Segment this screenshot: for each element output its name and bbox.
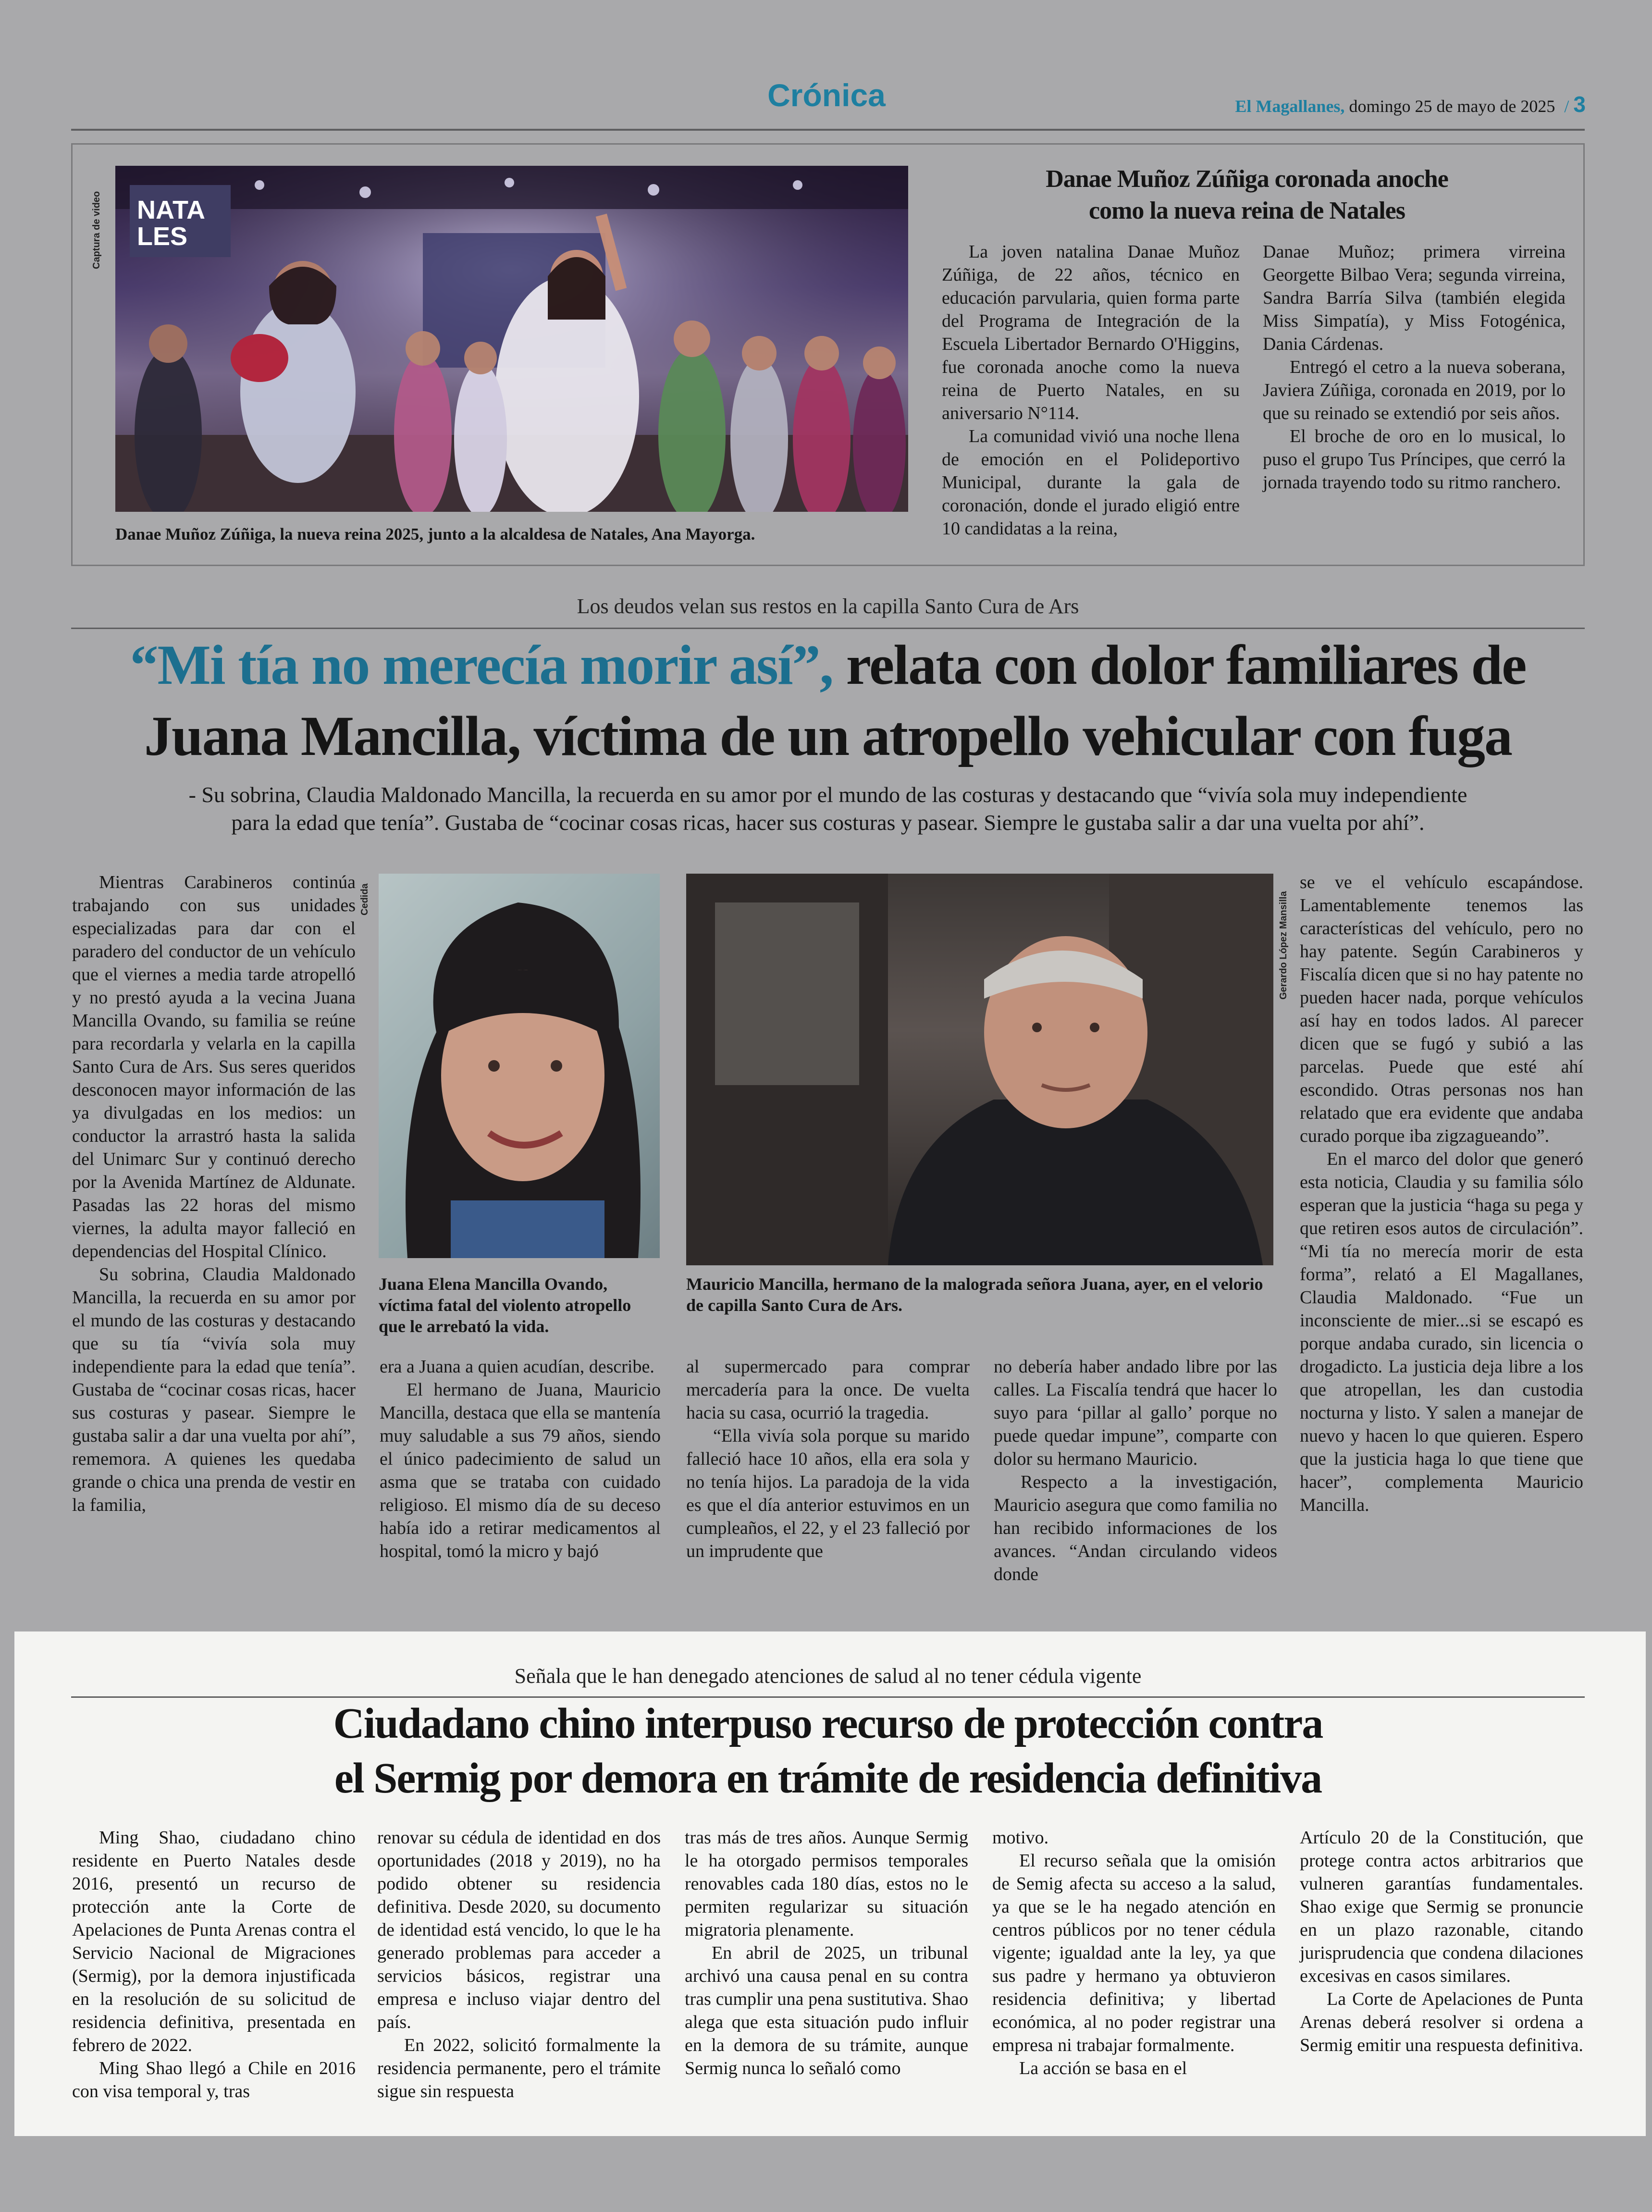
story2-col2-paragraph: El hermano de Juana, Mauricio Mancilla, destaca que ella se mantenía muy saludable a sus 79 años, siendo el único padecimiento de salud un asma que se trataba con cuidado religioso. El mismo día de su deceso había ido a retirar medicamentos al hospital, tomó la micro y bajó — [380, 1380, 661, 1561]
story2-col3-paragraph: “Ella vivía sola porque su marido falleció hace 10 años, ella era sola y no tenía hijos. La paradoja de la vida es que el día anterior estuvimos en un cumpleaños, el 22, y el 23 falleció por un imprudente que — [686, 1426, 970, 1561]
dateline-separator: / — [1564, 97, 1569, 116]
svg-text:LES: LES — [137, 222, 188, 251]
story3-column-3 — [685, 1826, 968, 2080]
story1-col2-paragraph: Entregó el cetro a la nueva soberana, Javiera Zúñiga, coronada en 2019, por lo que su reinado se extendió por seis años. — [1263, 357, 1566, 423]
story2-headline-rest: relata con dolor familiares de — [833, 633, 1526, 696]
story2-lead-line1: - Su sobrina, Claudia Maldonado Mancilla, la recuerda en su amor por el mundo de las costuras y destacando que “vivía sola muy independiente — [188, 782, 1467, 807]
story3-col1-paragraph: Ming Shao llegó a Chile en 2016 con visa temporal y, tras — [72, 2058, 356, 2101]
story2-column-4 — [994, 1355, 1277, 1586]
story3-headline-line2: el Sermig por demora en trámite de residencia definitiva — [334, 1755, 1322, 1802]
story2-column-2 — [380, 1355, 661, 1563]
story1-col1-paragraph: La comunidad vivió una noche llena de emoción en el Polideportivo Municipal, durante la gala de coronación, donde el jurado eligió entre 10 candidatas a la reina, — [942, 426, 1240, 539]
photo2-credit: Gerardo López Mansilla — [1278, 891, 1289, 1000]
story2-col3-paragraph: al supermercado para comprar mercadería para la once. De vuelta hacia su casa, ocurrió la tragedia. — [686, 1357, 970, 1423]
story1-photo-credit: Captura de video — [91, 191, 102, 269]
coronation-illustration — [115, 166, 908, 512]
story3-col4-paragraph: motivo. — [992, 1828, 1049, 1848]
page-number: 3 — [1573, 92, 1586, 117]
photo1-credit: Cedida — [359, 883, 370, 915]
queen-coronation-photo — [115, 166, 908, 512]
photo2-caption: Mauricio Mancilla, hermano de la malograda señora Juana, ayer, en el velorio de capilla Santo Cura de Ars. — [686, 1274, 1263, 1315]
story2-col1-paragraph: Su sobrina, Claudia Maldonado Mancilla, la recuerda en su amor por el mundo de las costuras y destacando que su tía “vivía sola muy independiente para la edad que tenía”. Gustaba de “cocinar cosas ricas, hacer sus costuras y pasear. Siempre le gustaba salir a dar una vuelta por ahí”, rememora. A quienes les quedaba grande o chica una prenda de vestir en la familia, — [72, 1264, 356, 1515]
story3-column-4 — [992, 1826, 1276, 2080]
story2-col5-paragraph: En el marco del dolor que generó esta noticia, Claudia y su familia sólo esperan que la justicia “haga su pega y que retiren esos autos de circulación”. “Mi tía no merecía morir de esta forma”, relató a El Magallanes, Claudia Maldonado. “Fue un inconsciente de mier...si se escapó es porque andaba curado, sin licencia o drogadicto. La justicia deja libre a los que atropellan, les dan custodia nocturna y listo. Y salen a manejar de nuevo y hacen lo que quieren. Espero que la justicia haga lo que tiene que hacer”, complementa Mauricio Mancilla. — [1300, 1149, 1583, 1515]
story2-headline-line2: Juana Mancilla, víctima de un atropello vehicular con fuga — [144, 704, 1512, 767]
paper-name: El Magallanes, — [1235, 97, 1345, 116]
story1-col2-paragraph: Danae Muñoz; primera virreina Georgette Bilbao Vera; segunda virreina, Sandra Barría Silva (también elegida Miss Simpatía), y Miss Fotogénica, Dania Cárdenas. — [1263, 242, 1566, 354]
masthead-rule — [71, 129, 1585, 131]
svg-text:NATA: NATA — [137, 196, 205, 224]
juana-mancilla-portrait — [379, 874, 660, 1258]
story1-photo-caption: Danae Muñoz Zúñiga, la nueva reina 2025, junto a la alcaldesa de Natales, Ana Mayorga. — [115, 525, 755, 544]
story2-col5-paragraph: se ve el vehículo escapándose. Lamentablemente tenemos las características del vehículo, pero no hay patente. Según Carabineros y Fiscalía dicen que si no hay patente no pueden hacer nada, porque vehículos así hay en todos lados. Al parecer dicen que se fugó y subió a las parcelas. Puede que esté ahí escondido. Otras personas nos han relatado que era evidente que andaba curado porque iba zigzagueando”. — [1300, 872, 1583, 1146]
story2-col2-paragraph: era a Juana a quien acudían, describe. — [380, 1357, 654, 1377]
story1-column-1 — [942, 240, 1240, 540]
story2-headline-line1 — [71, 630, 1585, 701]
story3-col5-paragraph: La Corte de Apelaciones de Punta Arenas deberá resolver si ordena a Sermig emitir una respuesta definitiva. — [1300, 1989, 1583, 2055]
story1-col2-paragraph: El broche de oro en lo musical, lo puso el grupo Tus Príncipes, que cerró la jornada trayendo todo su ritmo ranchero. — [1263, 426, 1566, 493]
story2-col4-paragraph: Respecto a la investigación, Mauricio asegura que como familia no han recibido informaciones de los avances. “Andan circulando videos donde — [994, 1472, 1277, 1584]
story2-column-1 — [72, 871, 356, 1517]
story1-title — [927, 163, 1566, 227]
story3-column-1 — [72, 1826, 356, 2103]
story1-title-line2: como la nueva reina de Natales — [1089, 197, 1405, 224]
story3-col2-paragraph: En 2022, solicitó formalmente la residencia permanente, pero el trámite sigue sin respuesta — [377, 2035, 661, 2101]
story3-col3-paragraph: En abril de 2025, un tribunal archivó una causa penal en su contra tras cumplir una pena sustitutiva. Shao alega que esta situación pudo influir en la demora de su trámite, aunque Sermig nunca lo señaló como — [685, 1943, 968, 2078]
story1-col1-paragraph: La joven natalina Danae Muñoz Zúñiga, de 22 años, técnico en educación parvularia, quien forma parte del Programa de Integración de la Escuela Libertador Bernardo O'Higgins, fue coronada anoche como la nueva reina de Puerto Natales, en su aniversario N°114. — [942, 242, 1240, 423]
story3-headline-line1: Ciudadano chino interpuso recurso de protección contra — [333, 1700, 1323, 1747]
story3-kicker: Señala que le han denegado atenciones de salud al no tener cédula vigente — [514, 1664, 1142, 1688]
story2-lead — [71, 781, 1585, 837]
portrait-illustration — [379, 874, 660, 1258]
story2-col1-paragraph: Mientras Carabineros continúa trabajando con sus unidades especializadas para dar con el paradero del conductor de un vehículo que el viernes a media tarde atropelló y no prestó ayuda a la vecina Juana Mancilla Ovando, su familia se reúne para recordarla y velarla en la capilla Santo Cura de Ars. Sus seres queridos desconocen mayor información de las ya divulgadas en los medios: un conductor la arrastró hasta la salida del Unimarc Sur y continuó derecho por la Avenida Martínez de Aldunate. Pasadas las 22 horas del mismo viernes, la adulta mayor falleció en dependencias del Hospital Clínico. — [72, 872, 356, 1261]
story2-col4-paragraph: no debería haber andado libre por las calles. La Fiscalía tendrá que hacer lo suyo para ‘pillar al gallo’ porque no puede quedar impune”, comparte con dolor su hermano Mauricio. — [994, 1357, 1277, 1469]
issue-date: domingo 25 de mayo de 2025 — [1344, 97, 1555, 116]
story3-col5-paragraph: Artículo 20 de la Constitución, que protege contra actos arbitrarios que vulneren garantías fundamentales. Shao exige que Sermig se pronuncie en un plazo razonable, citando jurisprudencia que condena dilaciones excesivas en casos similares. — [1300, 1828, 1583, 1986]
story2-column-5 — [1300, 871, 1583, 1517]
story3-column-2 — [377, 1826, 661, 2103]
story3-col4-paragraph: La acción se basa en el — [1019, 2058, 1187, 2078]
story3-col2-paragraph: renovar su cédula de identidad en dos oportunidades (2018 y 2019), no ha podido obtener su residencia definitiva. Desde 2020, su documento de identidad está vencido, lo que le ha generado problemas para acceder a servicios básicos, registrar una empresa e incluso viajar dentro del país. — [377, 1828, 661, 2032]
story2-headline — [71, 630, 1585, 772]
story3-col1-paragraph: Ming Shao, ciudadano chino residente en Puerto Natales desde 2016, presentó un recurso de protección ante la Corte de Apelaciones de Punta Arenas contra el Servicio Nacional de Migraciones (Sermig), por la demora injustificada en la resolución de su solicitud de residencia definitiva, presentada en febrero de 2022. — [72, 1828, 356, 2055]
story2-kicker: Los deudos velan sus restos en la capilla Santo Cura de Ars — [577, 594, 1079, 618]
page-dateline — [1182, 91, 1586, 117]
story2-lead-line2: para la edad que tenía”. Gustaba de “cocinar cosas ricas, hacer sus costuras y pasear. Siempre le gustaba salir a dar una vuelta por ahí”. — [231, 810, 1425, 835]
story3-col3-paragraph: tras más de tres años. Aunque Sermig le ha otorgado permisos temporales renovables cada 180 días, estos no le permiten regularizar su situación migratoria plenamente. — [685, 1828, 968, 1940]
story2-kicker-rule — [71, 628, 1585, 629]
story1-title-line1: Danae Muñoz Zúñiga coronada anoche — [1046, 165, 1448, 193]
story2-column-3 — [686, 1355, 970, 1563]
section-title: Crónica — [767, 77, 886, 113]
mauricio-illustration — [686, 874, 1273, 1265]
story2-headline-quote: “Mi tía no merecía morir así”, — [130, 633, 833, 696]
story3-column-5 — [1300, 1826, 1583, 2057]
story3-headline — [71, 1696, 1585, 1806]
mauricio-mancilla-photo — [686, 874, 1273, 1265]
photo1-caption: Juana Elena Mancilla Ovando, víctima fatal del violento atropello que le arrebató la vida. — [379, 1274, 631, 1336]
story3-col4-paragraph: El recurso señala que la omisión de Semig afecta su acceso a la salud, ya que se le ha negado atención en centros públicos por no tener cédula vigente; igualdad ante la ley, ya que sus padre y hermano ya obtuvieron residencia definitiva; y libertad económica, al no poder registrar una empresa ni trabajar formalmente. — [992, 1851, 1276, 2055]
story1-column-2 — [1263, 240, 1566, 494]
